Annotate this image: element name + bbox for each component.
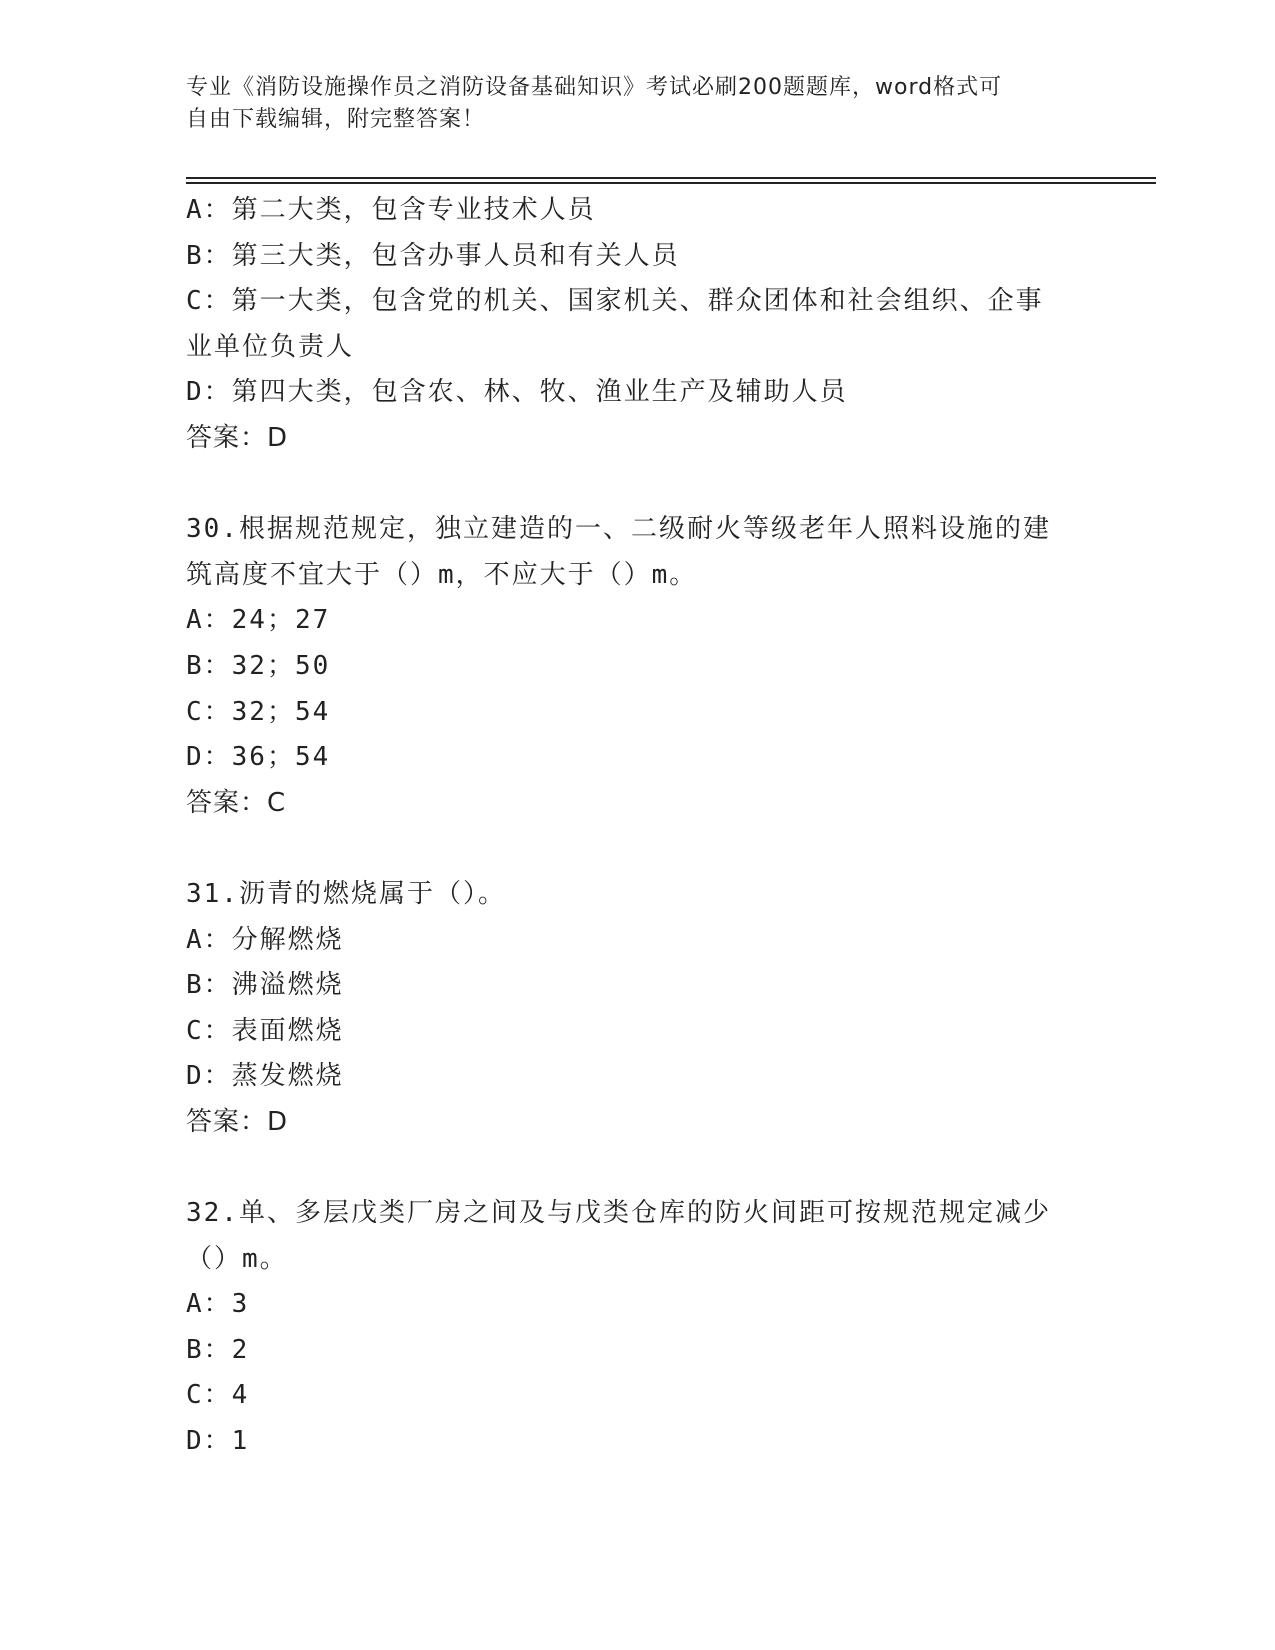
question-text: 31.沥青的燃烧属于（）。 bbox=[186, 878, 506, 909]
answer: 答案：C bbox=[186, 787, 287, 818]
option-b: B：32；50 bbox=[186, 650, 331, 681]
question-31 bbox=[186, 872, 1086, 1146]
option-c-continued: 业单位负责人 bbox=[186, 331, 355, 362]
question-29 bbox=[186, 188, 1086, 462]
question-text-continued: 筑高度不宜大于（）m，不应大于（）m。 bbox=[186, 559, 698, 590]
option-a: A：3 bbox=[186, 1289, 250, 1320]
option-d: D：1 bbox=[186, 1426, 250, 1457]
header-divider-top bbox=[186, 177, 1156, 179]
option-c: C：表面燃烧 bbox=[186, 1015, 344, 1046]
header-line-2: 自由下载编辑，附完整答案！ bbox=[186, 107, 486, 132]
spacer bbox=[186, 462, 1086, 508]
option-d: D：第四大类，包含农、林、牧、渔业生产及辅助人员 bbox=[186, 377, 848, 408]
answer: 答案：D bbox=[186, 1106, 289, 1137]
header-line-1: 专业《消防设施操作员之消防设备基础知识》考试必刷200题题库，word格式可 bbox=[186, 75, 1003, 100]
option-c: C：第一大类，包含党的机关、国家机关、群众团体和社会组织、企事 bbox=[186, 286, 1044, 317]
option-b: B：第三大类，包含办事人员和有关人员 bbox=[186, 240, 680, 271]
option-c: C：4 bbox=[186, 1380, 250, 1411]
question-list bbox=[186, 188, 1086, 1465]
option-a: A：分解燃烧 bbox=[186, 924, 344, 955]
question-30 bbox=[186, 507, 1086, 826]
option-d: D：蒸发燃烧 bbox=[186, 1061, 344, 1092]
header-divider-bottom bbox=[186, 182, 1156, 184]
option-a: A：24；27 bbox=[186, 605, 331, 636]
option-b: B：沸溢燃烧 bbox=[186, 970, 344, 1001]
option-c: C：32；54 bbox=[186, 696, 331, 727]
question-text: 32.单、多层戊类厂房之间及与戊类仓库的防火间距可按规范规定减少 bbox=[186, 1198, 1051, 1229]
option-d: D：36；54 bbox=[186, 742, 331, 773]
question-text: 30.根据规范规定，独立建造的一、二级耐火等级老年人照料设施的建 bbox=[186, 514, 1051, 545]
option-a: A：第二大类，包含专业技术人员 bbox=[186, 195, 596, 225]
question-32 bbox=[186, 1191, 1086, 1465]
spacer bbox=[186, 1145, 1086, 1191]
spacer bbox=[186, 826, 1086, 872]
answer: 答案：D bbox=[186, 422, 289, 453]
document-header bbox=[186, 72, 1086, 136]
option-b: B：2 bbox=[186, 1334, 250, 1365]
question-text-continued: （）m。 bbox=[186, 1243, 288, 1274]
